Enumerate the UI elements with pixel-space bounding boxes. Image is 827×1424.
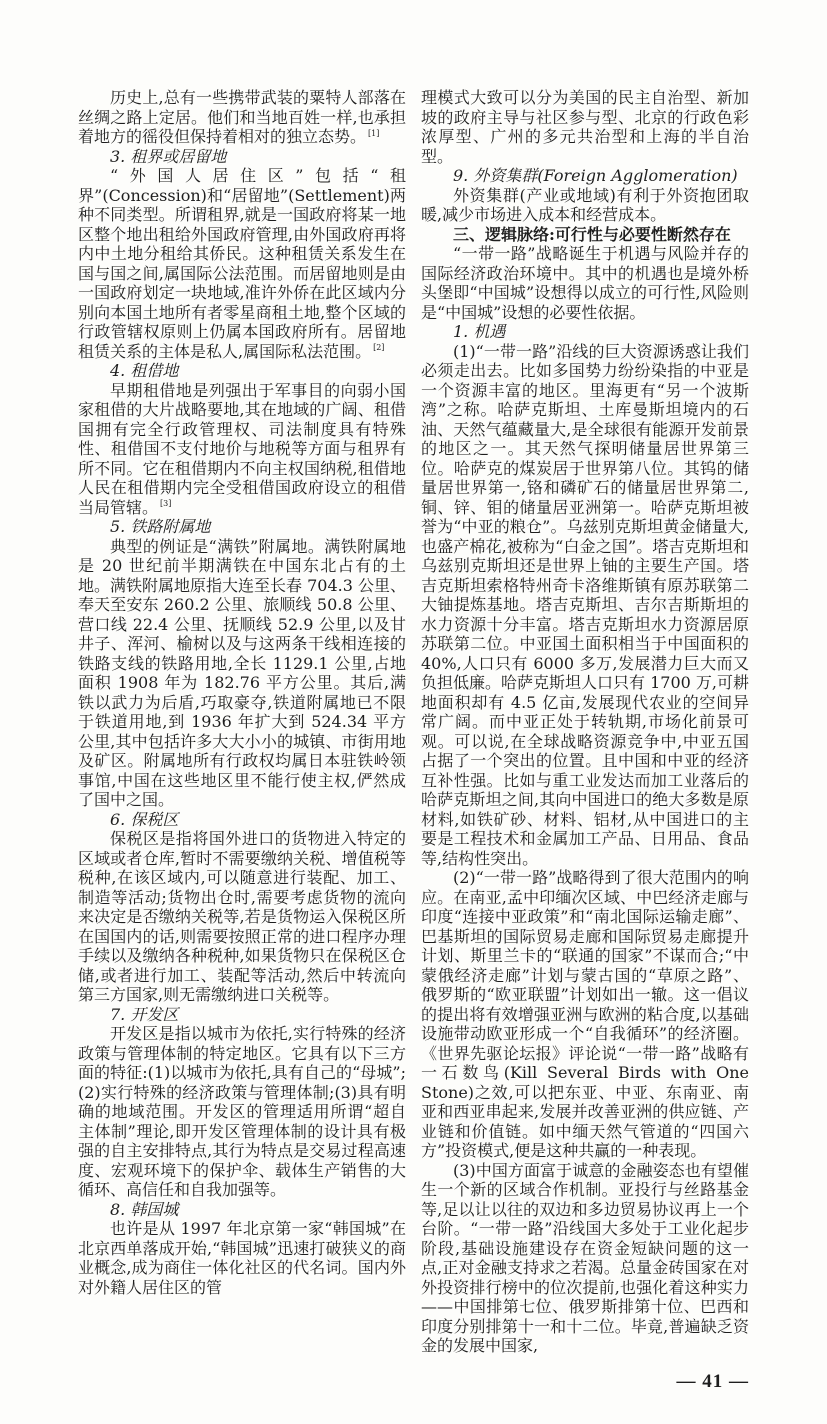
subsection-heading <box>78 361 406 381</box>
right-column <box>421 88 749 1356</box>
paragraph <box>421 244 749 322</box>
paragraph-text: “一带一路”战略诞生于机遇与风险并存的国际经济政治环境中。其中的机遇也是境外桥头堡即“中国城”设想得以成立的可行性,风险则是“中国城”设想的必要性依据。 <box>421 244 749 322</box>
paragraph-text: 保税区是指将国外进口的货物进入特定的区域或者仓库,暂时不需要缴纳关税、增值税等税种,在该区域内,可以随意进行装配、加工、制造等活动;货物出仓时,需要考虑货物的流向来决定是否缴纳关税等,若是货物运入保税区所在国国内的话,则需要按照正常的进口程序办理手续以及缴纳各种税种,如果货物只在保税区仓储,或者进行加工、装配等活动,然后中转流向第三方国家,则无需缴纳进口关税等。 <box>78 829 406 1004</box>
subsection-heading <box>78 1005 406 1025</box>
left-column <box>78 88 406 1297</box>
paragraph-text: 三、逻辑脉络:可行性与必要性断然存在 <box>453 224 731 244</box>
paragraph-text: 早期租借地是列强出于军事目的向弱小国家租借的大片战略要地,其在地域的广阔、租借国拥有完全行政管理权、司法制度具有特殊性、租借国不支付地价与地税等方面与租界有所不同。它在租借期内不向主权国纳税,租借地人民在租借期内完全受租借国政府设立的租借当局管辖。 <box>78 380 406 517</box>
paragraph <box>78 88 406 147</box>
subsection-heading <box>421 166 749 186</box>
paragraph-text: 3. 租界或居留地 <box>110 146 227 166</box>
paragraph <box>78 1024 406 1200</box>
citation-ref: [1] <box>368 128 380 138</box>
paragraph <box>78 537 406 810</box>
page-number: — 41 — <box>676 1370 749 1392</box>
paragraph-text: 外资集群(产业或地域)有利于外资抱团取暖,减少市场进入成本和经营成本。 <box>421 185 749 224</box>
paragraph-text: 5. 铁路附属地 <box>110 517 211 536</box>
paragraph-text: (3)中国方面富于诚意的金融姿态也有望催生一个新的区域合作机制。亚投行与丝路基金等,足以让以往的双边和多边贸易协议再上一个台阶。“一带一路”沿线国大多处于工业化起步阶段,基础设施建设存在资金短缺问题的这一点,正对金融支持求之若渴。总量金砖国家在对外投资排行榜中的位次提前,也强化着这种实力——中国排第七位、俄罗斯排第十位、巴西和印度分别排第十一和十二位。毕竟,普遍缺乏资金的发展中国家, <box>421 1160 749 1355</box>
paragraph-text: “外国人居住区”包括“租界”(Concession)和“居留地”(Settlement)两种不同类型。所谓租界,就是一国政府将某一地区整个地出租给外国政府管理,由外国政府再将内中土地分租给其侨民。这种租赁关系发生在国与国之间,属国际公法范围。而居留地则是由一国政府划定一块地域,准许外侨在此区域内分别向本国土地所有者零星商租土地,整个区域的行政管辖权原则上仍属本国政府所有。居留地租赁关系的主体是私人,属国际私法范围。 <box>78 166 406 361</box>
paragraph <box>78 829 406 1005</box>
paragraph-text: 1. 机遇 <box>453 322 506 341</box>
paragraph <box>421 186 749 225</box>
paragraph-text: (1)“一带一路”沿线的巨大资源诱惑让我们必须走出去。比如多国势力纷纷染指的中亚是一个资源丰富的地区。里海更有“另一个波斯湾”之称。哈萨克斯坦、土库曼斯坦境内的石油、天然气蕴藏量大,是全球很有能源开发前景的地区之一。其天然气探明储量居世界第三位。哈萨克的煤炭居于世界第八位。其钨的储量居世界第一,铬和磷矿石的储量居世界第二,铜、锌、钼的储量居亚洲第一。哈萨克斯坦被誉为“中亚的粮仓”。乌兹别克斯坦黄金储量大,也盛产棉花,被称为“白金之国”。塔吉克斯坦和乌兹别克斯坦还是世界上铀的主要生产国。塔吉克斯坦索格特州奇卡洛维斯镇有原苏联第二大铀提炼基地。塔吉克斯坦、吉尔吉斯斯坦的水力资源十分丰富。塔吉克斯坦水力资源居原苏联第二位。中亚国土面积相当于中国面积的 40%,人口只有 6000 多万,发展潜力巨大而又负担低廉。哈萨克斯坦人口只有 1700 万,可耕地面积却有 4.5 亿亩,发展现代农业的空间异常广阔。而中亚正处于转轨期,市场化前景可观。可以说,在全球战略资源竞争中,中亚五国占据了一个突出的位置。且中国和中亚的经济互补性强。比如与重工业发达而加工业落后的哈萨克斯坦之间,其向中国进口的绝大多数是原材料,如铁矿砂、材料、铝材,从中国进口的主要是工程技术和金属加工产品、日用品、食品等,结构性突出。 <box>421 341 749 868</box>
subsection-heading <box>78 147 406 167</box>
paragraph-text: 7. 开发区 <box>110 1004 179 1024</box>
paragraph <box>421 88 749 166</box>
subsection-heading <box>421 322 749 342</box>
paragraph-text: (2)“一带一路”战略得到了很大范围内的响应。在南亚,孟中印缅次区域、中巴经济走廊与印度“连接中亚政策”和“南北国际运输走廊”、巴基斯坦的国际贸易走廊和国际贸易走廊提升计划、斯里兰卡的“联通的国家”不谋而合;“中蒙俄经济走廊”计划与蒙古国的“草原之路”、俄罗斯的“欧亚联盟”计划如出一辙。这一倡议的提出将有效增强亚洲与欧洲的粘合度,以基础设施带动欧亚形成一个“自我循环”的经济圈。《世界先驱论坛报》评论说“一带一路”战略有一石数鸟(Kill Several Birds with One Stone)之效,可以把东亚、中亚、东南亚、南亚和西亚串起来,发展并改善亚洲的供应链、产业链和价值链。如中缅天然气管道的“四国六方”投资模式,便是这种共赢的一种表现。 <box>421 868 749 1160</box>
page-footer <box>0 1356 827 1424</box>
paragraph-text: 理模式大致可以分为美国的民主自治型、新加坡的政府主导与社区参与型、北京的行政色彩浓厚型、广州的多元共治型和上海的半自治型。 <box>421 88 749 166</box>
subsection-heading <box>78 1200 406 1220</box>
paragraph-text: 8. 韩国城 <box>110 1199 179 1219</box>
paragraph <box>421 868 749 1161</box>
paragraph-text: 9. 外资集群(Foreign Agglomeration) <box>453 166 738 185</box>
paragraph-text: 6. 保税区 <box>110 809 179 829</box>
paragraph <box>421 1161 749 1356</box>
paragraph-text: 历史上,总有一些携带武装的粟特人部落在丝绸之路上定居。他们和当地百姓一样,也承担着地方的徭役但保持着相对的独立态势。 <box>78 88 406 146</box>
citation-ref: [2] <box>373 343 385 353</box>
section-heading <box>421 225 749 245</box>
paragraph-text: 也许是从 1997 年北京第一家“韩国城”在北京西单落成开始,“韩国城”迅速打破狭义的商业概念,成为商住一体化社区的代名词。国内外对外籍人居住区的管 <box>78 1219 406 1297</box>
paragraph-text: 4. 租借地 <box>110 361 179 380</box>
subsection-heading <box>78 517 406 537</box>
paragraph-text: 典型的例证是“满铁”附属地。满铁附属地是 20 世纪前半期满铁在中国东北占有的土地。满铁附属地原指大连至长春 704.3 公里、奉天至安东 260.2 公里、旅顺线 50.8 公里、营口线 22.4 公里、抚顺线 52.9 公里,以及甘井子、浑河、榆树以及与这两条干线相连接的铁路支线的铁路用地,全长 1129.1 公里,占地面积 1908 年为 182.76 平方公里。其后,满铁以武力为后盾,巧取豪夺,铁道附属地已不限于铁道用地,到 1936 年扩大到 524.34 平方公里,其中包括许多大大小小的城镇、市街用地及矿区。附属地所有行政权均属日本驻铁岭领事馆,中国在这些地区里不能行使主权,俨然成了国中之国。 <box>78 536 406 809</box>
paragraph <box>421 342 749 869</box>
paragraph-text: 开发区是指以城市为依托,实行特殊的经济政策与管理体制的特定地区。它具有以下三方面的特征:(1)以城市为依托,具有自己的“母城”;(2)实行特殊的经济政策与管理体制;(3)具有明确的地域范围。开发区的管理适用所谓“超自主体制”理论,即开发区管理体制的设计具有极强的自主安排特点,其行为特点是交易过程高速度、宏观环境下的保护伞、载体生产销售的大循环、高信任和自我加强等。 <box>78 1024 406 1199</box>
paragraph <box>78 1219 406 1297</box>
paragraph <box>78 381 406 518</box>
subsection-heading <box>78 810 406 830</box>
citation-ref: [3] <box>160 499 172 509</box>
paragraph <box>78 166 406 361</box>
